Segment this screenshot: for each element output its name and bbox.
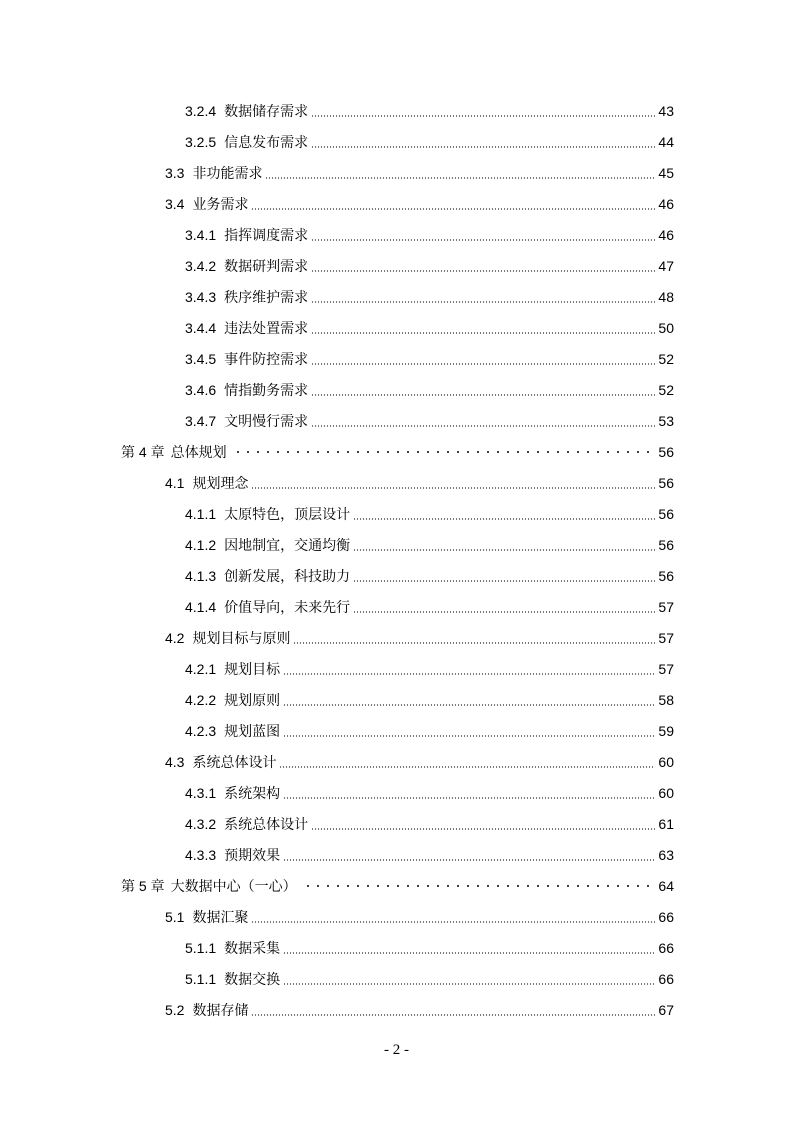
toc-entry-page: 44: [658, 134, 674, 150]
toc-entry-number: 4.3.1: [185, 785, 217, 801]
toc-leader-dots: [265, 177, 655, 179]
toc-entry-title: 因地制宜，交通均衡: [224, 538, 351, 554]
toc-entry-page: 50: [658, 320, 674, 336]
toc-entry[interactable]: [185, 255, 674, 277]
toc-entry-title: 事件防控需求: [224, 352, 309, 368]
toc-entry-number: 3.4.2: [185, 258, 217, 274]
toc-entry[interactable]: [165, 751, 674, 773]
toc-entry-title: 规划目标: [224, 662, 281, 678]
toc-leader-dots: [283, 673, 655, 675]
toc-entry[interactable]: [185, 379, 674, 401]
toc-entry[interactable]: [165, 193, 674, 215]
toc-entry-page: 53: [658, 413, 674, 429]
toc-leader-dots: [279, 766, 655, 768]
toc-entry-number: 5.1.1: [185, 971, 217, 987]
toc-entry[interactable]: [185, 658, 674, 680]
toc-entry-title: 规划蓝图: [224, 724, 281, 740]
toc-entry-number: 3.4.5: [185, 351, 217, 367]
toc-entry[interactable]: [185, 689, 674, 711]
page-number: - 2 -: [384, 1042, 409, 1058]
toc-entry-title: 信息发布需求: [224, 135, 309, 151]
toc-entry-number: 3.4.3: [185, 289, 217, 305]
toc-leader-dots: [283, 735, 655, 737]
toc-entry-page: 46: [658, 227, 674, 243]
toc-leader-dots: [283, 859, 655, 861]
toc-entry-title: 文明慢行需求: [224, 414, 309, 430]
toc-entry-number: 4.2: [165, 630, 185, 646]
toc-entry-title: 情指勤务需求: [224, 383, 309, 399]
toc-entry-page: 66: [658, 971, 674, 987]
toc-entry-title: 违法处置需求: [224, 321, 309, 337]
toc-entry-number: 3.4.1: [185, 227, 217, 243]
toc-leader-dots: [251, 487, 655, 489]
toc-entry[interactable]: [185, 968, 674, 990]
toc-entry-number: 4.2.1: [185, 661, 217, 677]
toc-entry-number: 5.1.1: [185, 940, 217, 956]
toc-leader-dots: [311, 115, 655, 117]
toc-entry-number: 4.1.2: [185, 537, 217, 553]
toc-leader-dots: [311, 394, 655, 396]
toc-leader-dots: [311, 363, 655, 365]
toc-entry-title: 数据汇聚: [192, 910, 249, 926]
toc-leader-dots: [311, 828, 655, 830]
toc-entry-title: 系统架构: [224, 786, 281, 802]
toc-entry-title: 系统总体设计: [224, 817, 309, 833]
toc-entry-page: 66: [658, 909, 674, 925]
toc-entry-page: 48: [658, 289, 674, 305]
toc-leader-dots: [251, 921, 655, 923]
toc-entry-title: 规划原则: [224, 693, 281, 709]
toc-entry-number: 5.1: [165, 909, 185, 925]
toc-entry-number: 4.3.3: [185, 847, 217, 863]
toc-entry-page: 57: [658, 599, 674, 615]
toc-leader-dots: [283, 704, 655, 706]
toc-entry-page: 56: [658, 506, 674, 522]
toc-entry-number: 4.1.3: [185, 568, 217, 584]
toc-entry-title: 数据交换: [224, 972, 281, 988]
toc-entry[interactable]: [185, 410, 674, 432]
toc-leader-dots: [311, 146, 655, 148]
toc-leader-dots: [233, 451, 653, 453]
toc-entry[interactable]: [185, 937, 674, 959]
toc-entry-title: 大数据中心（一心）: [170, 879, 297, 895]
toc-leader-dots: [283, 983, 655, 985]
toc-entry-title: 指挥调度需求: [224, 228, 309, 244]
toc-entry[interactable]: [185, 596, 674, 618]
toc-entry-page: 52: [658, 382, 674, 398]
toc-entry-number: 4.1.4: [185, 599, 217, 615]
toc-entry-number: 4.2.3: [185, 723, 217, 739]
toc-entry-number: 3.3: [165, 165, 185, 181]
toc-entry-title: 数据储存需求: [224, 104, 309, 120]
toc-leader-dots: [311, 301, 655, 303]
toc-leader-dots: [283, 952, 655, 954]
toc-entry-page: 46: [658, 196, 674, 212]
toc-entry-page: 47: [658, 258, 674, 274]
toc-entry-title: 总体规划: [170, 445, 227, 461]
toc-entry-number: 第 4 章: [121, 444, 165, 460]
toc-entry-page: 60: [658, 754, 674, 770]
toc-entry[interactable]: [165, 472, 674, 494]
toc-entry-number: 3.4.6: [185, 382, 217, 398]
toc-entry-number: 3.4.7: [185, 413, 217, 429]
toc-entry-page: 45: [658, 165, 674, 181]
toc-entry-page: 56: [658, 568, 674, 584]
toc-entry-page: 57: [658, 661, 674, 677]
toc-entry-title: 太原特色，顶层设计: [224, 507, 351, 523]
toc-leader-dots: [251, 208, 655, 210]
toc-leader-dots: [353, 549, 655, 551]
toc-entry[interactable]: [185, 720, 674, 742]
toc-entry-title: 非功能需求: [192, 166, 263, 182]
toc-entry-number: 4.3: [165, 754, 185, 770]
toc-entry-page: 58: [658, 692, 674, 708]
toc-chapter-entry[interactable]: [121, 441, 674, 463]
toc-entry-number: 4.2.2: [185, 692, 217, 708]
toc-entry[interactable]: [165, 999, 674, 1021]
toc-entry-title: 数据采集: [224, 941, 281, 957]
toc-entry[interactable]: [185, 317, 674, 339]
toc-entry[interactable]: [165, 906, 674, 928]
toc-entry-title: 数据存储: [192, 1003, 249, 1019]
toc-entry-page: 43: [658, 103, 674, 119]
toc-entry-page: 59: [658, 723, 674, 739]
toc-leader-dots: [353, 580, 655, 582]
toc-entry[interactable]: [165, 162, 674, 184]
toc-entry[interactable]: [165, 627, 674, 649]
toc-entry[interactable]: [185, 782, 674, 804]
toc-entry[interactable]: [185, 100, 674, 122]
toc-leader-dots: [311, 332, 655, 334]
toc-entry-page: 60: [658, 785, 674, 801]
toc-entry-title: 系统总体设计: [192, 755, 277, 771]
toc-entry[interactable]: [185, 844, 674, 866]
toc-entry-title: 预期效果: [224, 848, 281, 864]
toc-entry-page: 56: [658, 475, 674, 491]
toc-entry-number: 3.4: [165, 196, 185, 212]
toc-leader-dots: [293, 642, 655, 644]
toc-entry[interactable]: [185, 565, 674, 587]
toc-entry-page: 67: [658, 1002, 674, 1018]
toc-leader-dots: [353, 611, 655, 613]
toc-entry-title: 创新发展，科技助力: [224, 569, 351, 585]
toc-entry-title: 秩序维护需求: [224, 290, 309, 306]
toc-leader-dots: [311, 425, 655, 427]
toc-leader-dots: [311, 239, 655, 241]
toc-entry[interactable]: [185, 534, 674, 556]
toc-entry-page: 52: [658, 351, 674, 367]
toc-entry-number: 4.3.2: [185, 816, 217, 832]
toc-entry-number: 3.2.4: [185, 103, 217, 119]
toc-entry-page: 56: [658, 444, 674, 460]
toc-entry-title: 数据研判需求: [224, 259, 309, 275]
toc-entry-page: 64: [658, 878, 674, 894]
toc-entry-title: 价值导向，未来先行: [224, 600, 351, 616]
toc-leader-dots: [283, 797, 655, 799]
toc-entry-title: 规划理念: [192, 476, 249, 492]
toc-entry-page: 57: [658, 630, 674, 646]
toc-chapter-entry[interactable]: [121, 875, 674, 897]
toc-leader-dots: [311, 270, 655, 272]
toc-entry-title: 规划目标与原则: [192, 631, 291, 647]
toc-entry-number: 4.1: [165, 475, 185, 491]
toc-leader-dots: [303, 885, 653, 887]
toc-entry-number: 第 5 章: [121, 878, 165, 894]
toc-entry-number: 3.2.5: [185, 134, 217, 150]
toc-entry-page: 61: [658, 816, 674, 832]
toc-entry[interactable]: [185, 503, 674, 525]
toc-entry-page: 56: [658, 537, 674, 553]
toc-entry-number: 5.2: [165, 1002, 185, 1018]
toc-entry-page: 63: [658, 847, 674, 863]
toc-leader-dots: [353, 518, 655, 520]
toc-entry[interactable]: [185, 224, 674, 246]
toc-entry[interactable]: [185, 286, 674, 308]
toc-entry-number: 3.4.4: [185, 320, 217, 336]
toc-entry-number: 4.1.1: [185, 506, 217, 522]
toc-leader-dots: [251, 1014, 655, 1016]
toc-entry-page: 66: [658, 940, 674, 956]
toc-entry[interactable]: [185, 813, 674, 835]
toc-entry[interactable]: [185, 131, 674, 153]
toc-entry[interactable]: [185, 348, 674, 370]
toc-entry-title: 业务需求: [192, 197, 249, 213]
